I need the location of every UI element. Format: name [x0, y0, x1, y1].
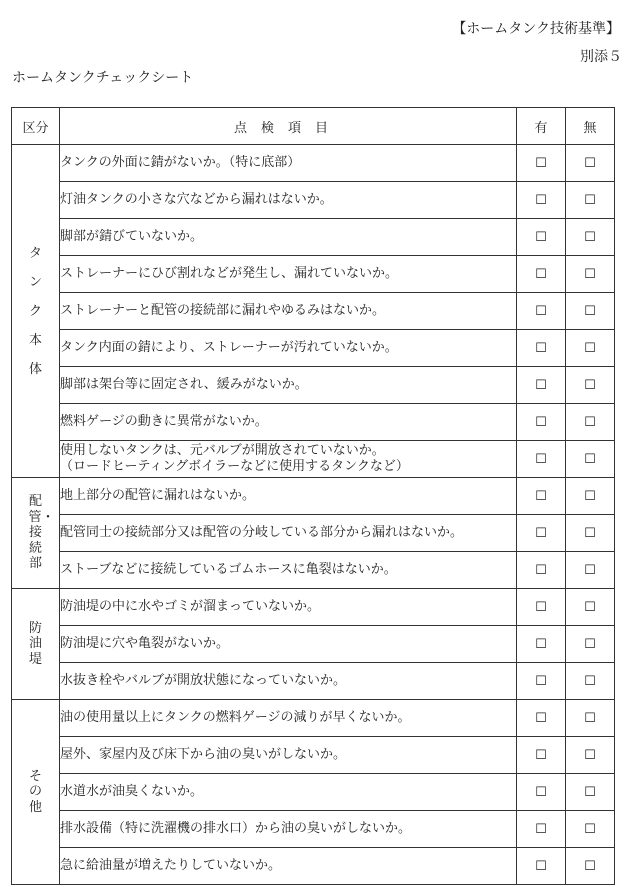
table-row: [12, 404, 615, 441]
table-row: [12, 256, 615, 293]
yes-header: 有: [517, 108, 566, 145]
no-checkbox[interactable]: ☐: [566, 293, 615, 330]
category-cell: [12, 478, 60, 589]
table-row: [12, 145, 615, 182]
yes-checkbox[interactable]: ☐: [517, 626, 566, 663]
check-item: 燃料ゲージの動きに異常がないか。: [60, 404, 517, 441]
no-checkbox[interactable]: ☐: [566, 182, 615, 219]
yes-checkbox[interactable]: ☐: [517, 145, 566, 182]
table-row: [12, 774, 615, 811]
item-header: 点検項目: [60, 108, 517, 145]
check-item: ストーブなどに接続しているゴムホースに亀裂はないか。: [60, 552, 517, 589]
yes-checkbox[interactable]: ☐: [517, 589, 566, 626]
yes-checkbox[interactable]: ☐: [517, 552, 566, 589]
checklist-table: [11, 107, 615, 885]
check-item: 急に給油量が増えたりしていないか。: [60, 848, 517, 885]
yes-checkbox[interactable]: ☐: [517, 219, 566, 256]
header-row: [12, 108, 615, 145]
table-row: [12, 552, 615, 589]
table-row: [12, 330, 615, 367]
no-checkbox[interactable]: ☐: [566, 663, 615, 700]
yes-checkbox[interactable]: ☐: [517, 441, 566, 478]
no-checkbox[interactable]: ☐: [566, 848, 615, 885]
no-checkbox[interactable]: ☐: [566, 811, 615, 848]
yes-checkbox[interactable]: ☐: [517, 700, 566, 737]
yes-checkbox[interactable]: ☐: [517, 811, 566, 848]
table-row: [12, 293, 615, 330]
no-checkbox[interactable]: ☐: [566, 256, 615, 293]
check-item: 水道水が油臭くないか。: [60, 774, 517, 811]
no-checkbox[interactable]: ☐: [566, 626, 615, 663]
yes-checkbox[interactable]: ☐: [517, 737, 566, 774]
no-checkbox[interactable]: ☐: [566, 404, 615, 441]
check-item: タンクの外面に錆がないか。（特に底部）: [60, 145, 517, 182]
table-row: [12, 219, 615, 256]
category-cell: [12, 589, 60, 700]
check-item: 脚部は架台等に固定され、緩みがないか。: [60, 367, 517, 404]
check-item: ストレーナーにひび割れなどが発生し、漏れていないか。: [60, 256, 517, 293]
no-checkbox[interactable]: ☐: [566, 589, 615, 626]
yes-checkbox[interactable]: ☐: [517, 367, 566, 404]
no-checkbox[interactable]: ☐: [566, 367, 615, 404]
yes-checkbox[interactable]: ☐: [517, 293, 566, 330]
category-header: 区分: [12, 108, 60, 145]
no-checkbox[interactable]: ☐: [566, 145, 615, 182]
check-item: 配管同士の接続部分又は配管の分岐している部分から漏れはないか。: [60, 515, 517, 552]
yes-checkbox[interactable]: ☐: [517, 330, 566, 367]
category-label: タンク本体: [28, 245, 42, 377]
check-item: タンク内面の錆により、ストレーナーが汚れていないか。: [60, 330, 517, 367]
table-row: [12, 515, 615, 552]
check-item: 油の使用量以上にタンクの燃料ゲージの減りが早くないか。: [60, 700, 517, 737]
table-row: [12, 626, 615, 663]
table-row: [12, 811, 615, 848]
no-checkbox[interactable]: ☐: [566, 737, 615, 774]
category-label: その他: [28, 768, 42, 815]
no-checkbox[interactable]: ☐: [566, 515, 615, 552]
table-row: [12, 182, 615, 219]
check-item: 防油堤の中に水やゴミが溜まっていないか。: [60, 589, 517, 626]
yes-checkbox[interactable]: ☐: [517, 848, 566, 885]
table-row: [12, 441, 615, 478]
no-checkbox[interactable]: ☐: [566, 330, 615, 367]
check-item: 屋外、家屋内及び床下から油の臭いがしないか。: [60, 737, 517, 774]
no-checkbox[interactable]: ☐: [566, 774, 615, 811]
check-item: 排水設備（特に洗濯機の排水口）から油の臭いがしないか。: [60, 811, 517, 848]
yes-checkbox[interactable]: ☐: [517, 515, 566, 552]
no-checkbox[interactable]: ☐: [566, 700, 615, 737]
no-checkbox[interactable]: ☐: [566, 478, 615, 515]
table-row: [12, 663, 615, 700]
no-checkbox[interactable]: ☐: [566, 441, 615, 478]
yes-checkbox[interactable]: ☐: [517, 774, 566, 811]
check-item: 防油堤に穴や亀裂がないか。: [60, 626, 517, 663]
table-row: [12, 848, 615, 885]
check-item: 灯油タンクの小さな穴などから漏れはないか。: [60, 182, 517, 219]
category-cell: [12, 145, 60, 478]
category-cell: [12, 700, 60, 885]
appendix-label: 別添５: [580, 49, 622, 65]
check-item: ストレーナーと配管の接続部に漏れやゆるみはないか。: [60, 293, 517, 330]
sheet-title: ホームタンクチェックシート: [12, 70, 194, 86]
table-row: [12, 478, 615, 515]
no-header: 無: [566, 108, 615, 145]
yes-checkbox[interactable]: ☐: [517, 256, 566, 293]
yes-checkbox[interactable]: ☐: [517, 663, 566, 700]
no-checkbox[interactable]: ☐: [566, 552, 615, 589]
yes-checkbox[interactable]: ☐: [517, 478, 566, 515]
yes-checkbox[interactable]: ☐: [517, 182, 566, 219]
table-row: [12, 589, 615, 626]
table-row: [12, 737, 615, 774]
check-item: 地上部分の配管に漏れはないか。: [60, 478, 517, 515]
standard-label: 【ホームタンク技術基準】: [452, 21, 620, 37]
table-row: [12, 367, 615, 404]
category-label: 防油堤: [28, 620, 42, 667]
no-checkbox[interactable]: ☐: [566, 219, 615, 256]
check-item: 使用しないタンクは、元バルブが開放されていないか。 （ロードヒーティングボイラーなどに使用するタンクなど）: [60, 441, 517, 478]
yes-checkbox[interactable]: ☐: [517, 404, 566, 441]
category-label: 配管・接続部: [28, 494, 55, 572]
check-item: 脚部が錆びていないか。: [60, 219, 517, 256]
check-item: 水抜き栓やバルブが開放状態になっていないか。: [60, 663, 517, 700]
table-row: [12, 700, 615, 737]
